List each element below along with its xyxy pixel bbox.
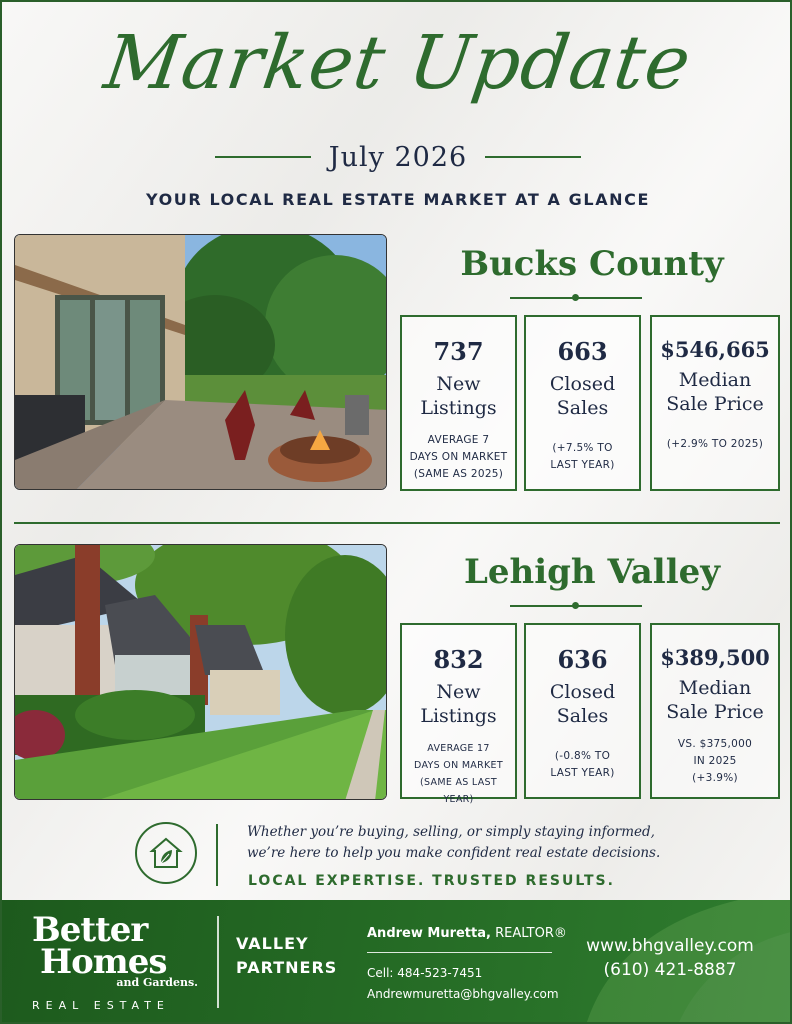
closing-message: Whether you’re buying, selling, or simply staying informed, we’re here to help you make confident real estate decisions.	[247, 824, 661, 861]
stat-note: (+2.9% TO 2025)	[666, 438, 764, 450]
stat-card-closed-sales	[524, 623, 641, 799]
tagline: YOUR LOCAL REAL ESTATE MARKET AT A GLANCE	[145, 190, 651, 209]
stat-note: AVERAGE 7 DAYS ON MARKET (SAME AS 2025)	[409, 434, 508, 480]
stat-label: Median	[678, 677, 752, 699]
stat-label: Closed	[549, 373, 616, 395]
issue-date: July 2026	[328, 141, 468, 173]
stat-value: 663	[557, 337, 608, 366]
stat-card-new-listings	[400, 315, 517, 491]
stat-card-median-price	[650, 623, 780, 799]
stat-label: Listings	[420, 397, 497, 419]
stat-note: AVERAGE 17 DAYS ON MARKET (SAME AS LAST YEAR)	[414, 743, 503, 805]
stat-card-new-listings	[400, 623, 517, 805]
stat-label: Listings	[420, 705, 497, 727]
stat-label: Sales	[556, 705, 609, 727]
footer-divider	[217, 916, 219, 1008]
stat-value: 832	[433, 645, 484, 674]
stat-label: Sale Price	[666, 393, 764, 415]
message-divider	[216, 824, 218, 886]
stat-label: Closed	[549, 681, 616, 703]
footer	[2, 900, 792, 1024]
slogan: LOCAL EXPERTISE. TRUSTED RESULTS.	[248, 873, 615, 889]
region-title-bucks: Bucks County	[460, 244, 724, 284]
date-rule-right	[485, 156, 581, 158]
date-row	[2, 140, 792, 174]
stat-label: Median	[678, 369, 752, 391]
stat-value: 737	[433, 337, 484, 366]
stat-label: Sales	[556, 397, 609, 419]
region-divider-bucks	[510, 297, 642, 299]
neighborhood-photo	[14, 544, 387, 800]
region-divider-lehigh	[510, 605, 642, 607]
stat-value: 636	[557, 645, 608, 674]
website-link[interactable]: www.bhgvalley.com	[586, 936, 754, 956]
stat-card-closed-sales	[524, 315, 641, 491]
stat-label: Sale Price	[666, 701, 764, 723]
region-title-lehigh: Lehigh Valley	[463, 552, 720, 592]
agent-name: Andrew Muretta, REALTOR®	[367, 926, 567, 941]
stat-label: New	[436, 681, 481, 703]
agent-rule	[367, 952, 552, 953]
agent-cell[interactable]: Cell: 484-523-7451	[367, 966, 483, 980]
stat-note: (-0.8% TO LAST YEAR)	[550, 750, 615, 779]
page-title: Market Update	[99, 20, 697, 106]
stat-value: $546,665	[660, 337, 770, 362]
stat-card-median-price	[650, 315, 780, 491]
brokerage-logo: Better Homes and Gardens. REAL ESTATE	[32, 914, 212, 1012]
stat-label: New	[436, 373, 481, 395]
house-leaf-icon	[135, 822, 197, 884]
patio-photo	[14, 234, 387, 490]
date-rule-left	[215, 156, 311, 158]
office-name: VALLEY PARTNERS	[236, 934, 338, 977]
stat-note: VS. $375,000 IN 2025 (+3.9%)	[677, 738, 753, 784]
section-divider	[14, 522, 780, 524]
stat-note: (+7.5% TO LAST YEAR)	[550, 442, 615, 471]
agent-email-link[interactable]: Andrewmuretta@bhgvalley.com	[367, 987, 559, 1001]
office-phone[interactable]: (610) 421-8887	[603, 960, 737, 980]
stat-value: $389,500	[660, 645, 770, 670]
house-leaf-logo-icon: Homes	[40, 942, 167, 982]
